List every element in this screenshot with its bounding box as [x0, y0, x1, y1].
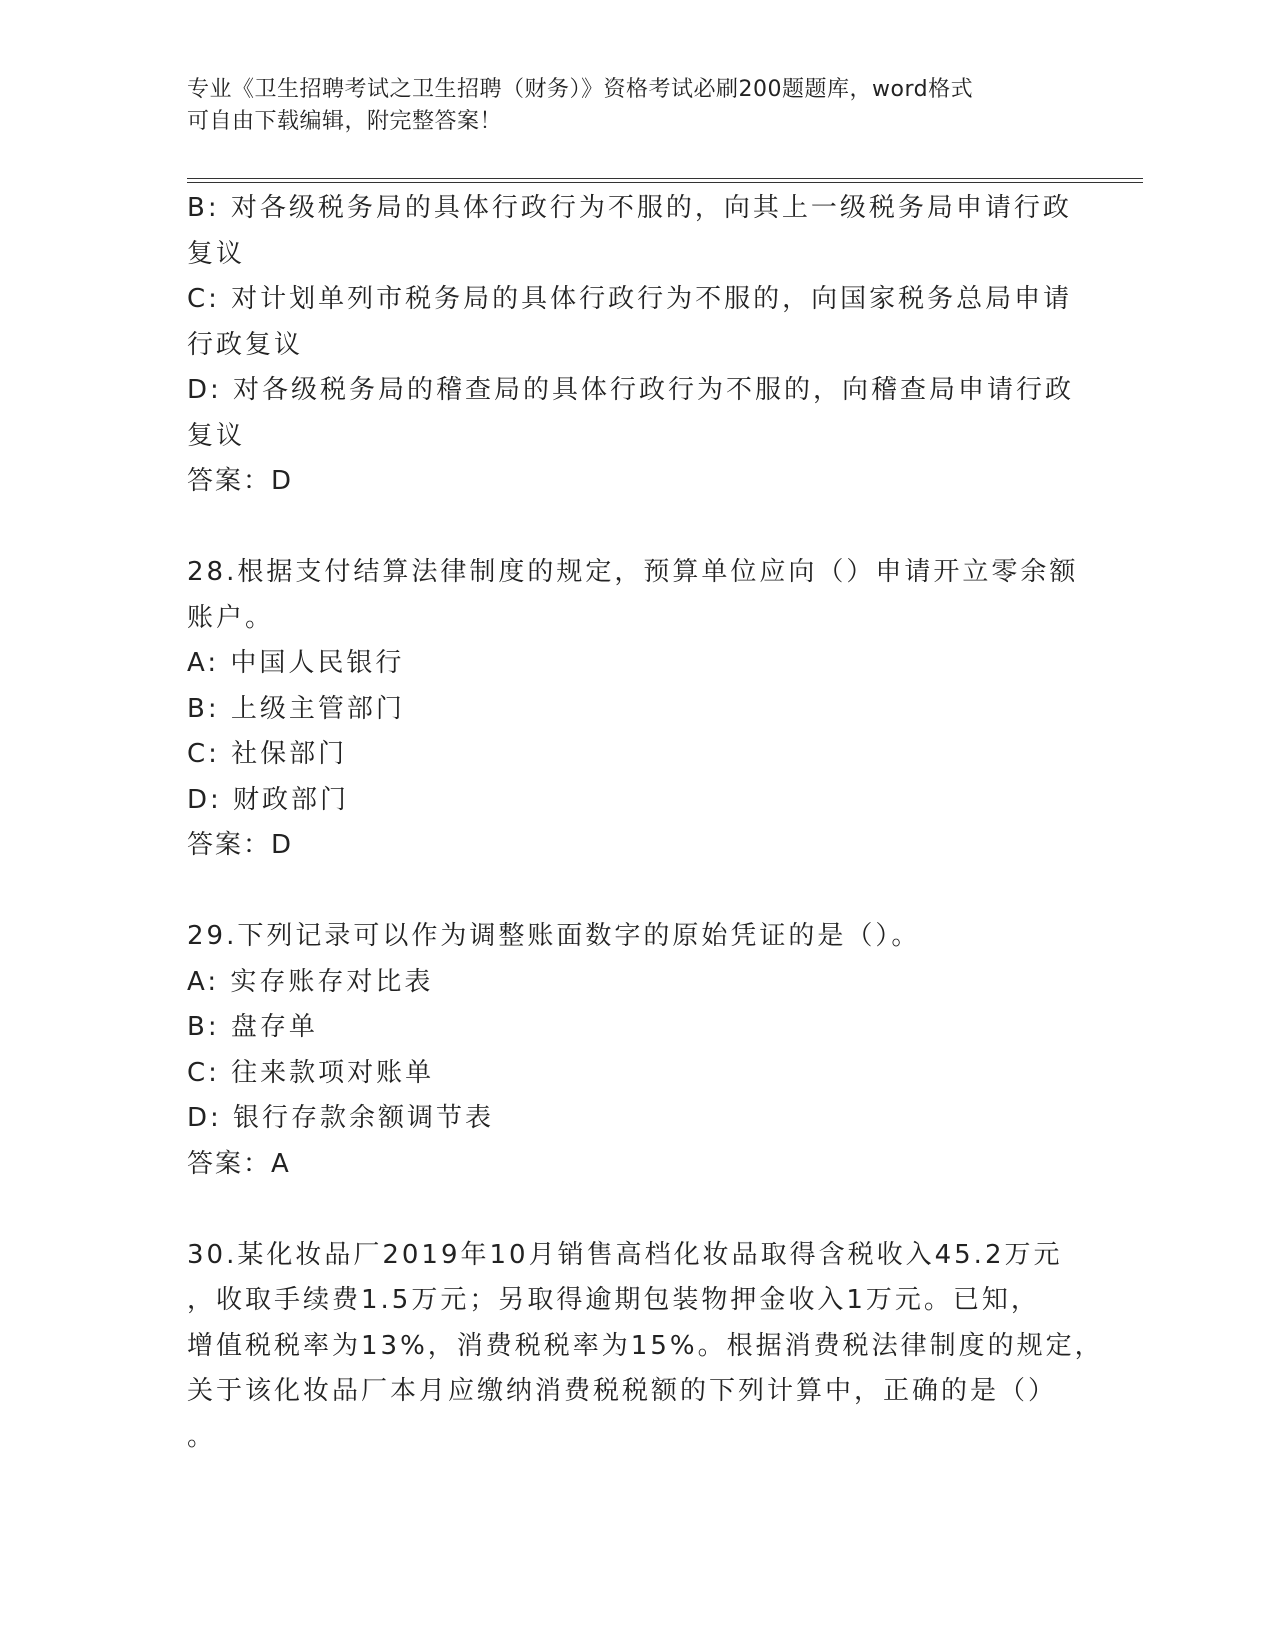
option-c: C: 往来款项对账单 [187, 1057, 435, 1088]
option-c-line-1: C: 对计划单列市税务局的具体行政行为不服的，向国家税务总局申请 [187, 284, 1073, 314]
option-b: B: 盘存单 [187, 1012, 318, 1042]
question-stem-line-3: 增值税税率为13%，消费税税率为15%。根据消费税法律制度的规定， [187, 1330, 1104, 1361]
answer-line: 答案：D [187, 466, 294, 496]
option-b-line-2: 复议 [187, 238, 246, 269]
question-30 [187, 1233, 1104, 1461]
question-stem-line-2: 账户。 [187, 602, 275, 633]
answer-line: 答案：D [187, 830, 294, 860]
header-divider-top [187, 178, 1143, 179]
spacer [187, 505, 1067, 551]
option-c: C: 社保部门 [187, 739, 348, 769]
question-27-tail [187, 186, 1075, 505]
spacer [187, 869, 1067, 915]
header-divider-bottom [187, 182, 1143, 183]
answer-line: 答案：A [187, 1148, 291, 1179]
option-d: D: 银行存款余额调节表 [187, 1103, 495, 1133]
option-b-line-1: B: 对各级税务局的具体行政行为不服的，向其上一级税务局申请行政 [187, 193, 1072, 223]
option-d-line-2: 复议 [187, 420, 246, 451]
spacer [187, 1187, 1067, 1233]
page-header [187, 74, 1047, 138]
header-line-1: 专业《卫生招聘考试之卫生招聘（财务）》资格考试必刷200题题库，word格式 [187, 77, 974, 102]
question-stem: 29.下列记录可以作为调整账面数字的原始凭证的是（）。 [187, 921, 921, 951]
question-28 [187, 550, 1079, 869]
header-line-2: 可自由下载编辑，附完整答案！ [187, 109, 503, 134]
option-c-line-2: 行政复议 [187, 329, 304, 360]
question-stem-line-5: 。 [187, 1421, 217, 1452]
option-d-line-1: D: 对各级税务局的稽查局的具体行政行为不服的，向稽查局申请行政 [187, 375, 1075, 405]
question-stem-line-2: ，收取手续费1.5万元；另取得逾期包装物押金收入1万元。已知， [187, 1285, 1040, 1315]
option-a: A: 中国人民银行 [187, 648, 405, 678]
option-d: D: 财政部门 [187, 784, 350, 815]
question-stem-line-1: 28.根据支付结算法律制度的规定，预算单位应向（）申请开立零余额 [187, 557, 1079, 587]
option-a: A: 实存账存对比表 [187, 966, 434, 997]
option-b: B: 上级主管部门 [187, 693, 405, 724]
question-29 [187, 914, 1067, 1187]
question-stem-line-1: 30.某化妆品厂2019年10月销售高档化妆品取得含税收入45.2万元 [187, 1239, 1063, 1270]
question-stem-line-4: 关于该化妆品厂本月应缴纳消费税税额的下列计算中，正确的是（） [187, 1376, 1058, 1406]
question-content [187, 186, 1104, 1460]
